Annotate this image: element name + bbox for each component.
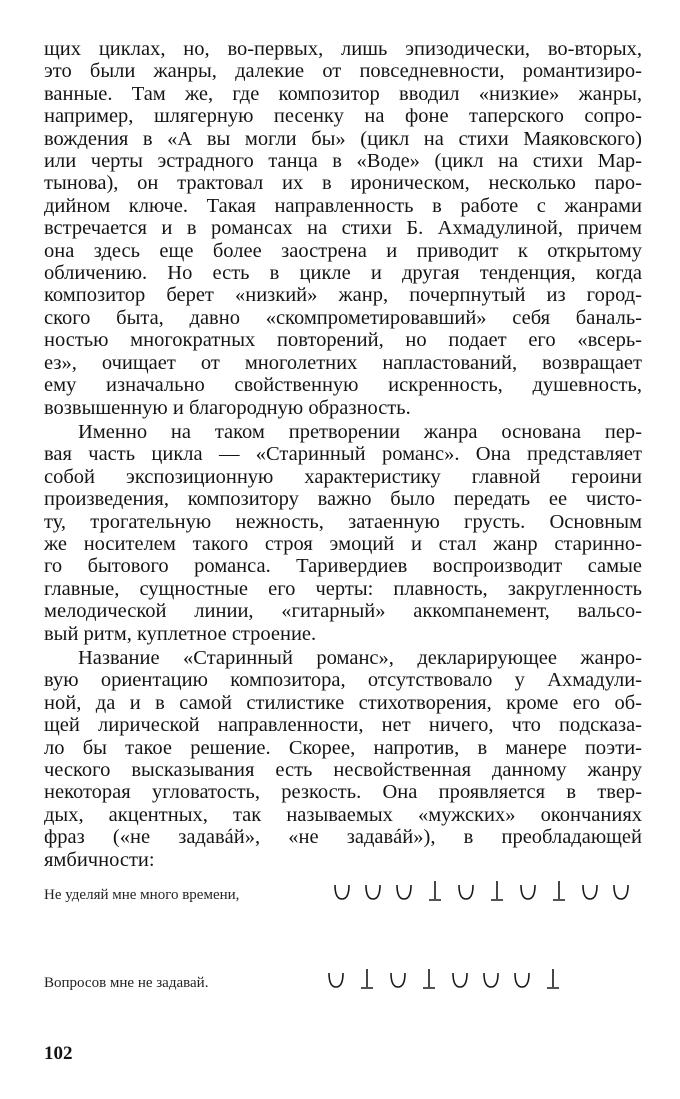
unstressed-syllable-mark: [329, 973, 343, 987]
text-line: ванные. Там же, где композитор вводил «низкие» жанры,: [44, 82, 642, 105]
unstressed-syllable-mark: [335, 885, 349, 899]
text-line: вый ритм, куплетное строение.: [44, 622, 317, 645]
text-line: щей лирической направленности, нет ничего, что подсказа-: [44, 714, 642, 737]
paragraph-1: [44, 38, 642, 419]
text-line: дых, акцентных, так называемых «мужских» окончаниях: [44, 803, 642, 826]
unstressed-syllable-mark: [366, 885, 380, 899]
text-line: ностью многократных повторений, но подает его «всерь-: [44, 329, 642, 352]
text-line: или черты эстрадного танца в «Воде» (цикл на стихи Мар-: [44, 150, 642, 173]
text-line: мелодической линии, «гитарный» аккомпанемент, вальсо-: [44, 600, 642, 623]
paragraph-2: [44, 421, 642, 645]
text-line: ческого высказывания есть несвойственная данному жанру: [44, 759, 642, 781]
text-line: вождения в «А вы могли бы» (цикл на стихи Маяковского): [44, 127, 642, 150]
text-line: ной, да и в самой стилистике стихотворения, кроме его об-: [44, 691, 642, 714]
meter-scheme: [324, 961, 584, 997]
unstressed-syllable-mark: [521, 885, 535, 899]
verse-text: Не уделяй мне много времени,: [44, 887, 240, 903]
text-line: собой экспозиционную характеристику главной героини: [44, 465, 642, 488]
text-line: это были жанры, далекие от повседневности, романтизиро-: [44, 60, 642, 83]
text-line: Название «Старинный романс», декларирующее жанро-: [78, 646, 642, 669]
page-number: 102: [44, 1043, 73, 1064]
unstressed-syllable-mark: [459, 885, 473, 899]
text-line: ямбичности:: [44, 848, 155, 871]
text-line: ского быта, давно «скомпрометировавший» себя баналь-: [44, 306, 642, 329]
text-line: обличению. Но есть в цикле и другая тенденция, когда: [44, 262, 642, 285]
unstressed-syllable-mark: [614, 885, 628, 899]
text-line: встречается и в романсах на стихи Б. Ахмадулиной, причем: [44, 217, 642, 240]
text-line: вая часть цикла — «Старинный романс». Она представляет: [44, 443, 642, 466]
unstressed-syllable-mark: [453, 973, 467, 987]
stressed-syllable-mark: [423, 969, 435, 988]
page-body: [44, 38, 642, 871]
paragraph-3: [44, 647, 642, 871]
stressed-syllable-mark: [429, 881, 441, 900]
text-line: щих циклах, но, во-первых, лишь эпизодически, во-вторых,: [44, 38, 642, 60]
text-line: ез», очищает от многолетних напластований, возвращает: [44, 351, 642, 374]
unstressed-syllable-mark: [397, 885, 411, 899]
text-line: дийном ключе. Такая направленность в работе с жанрами: [44, 194, 642, 217]
text-line: композитор берет «низкий» жанр, почерпнутый из город-: [44, 284, 642, 307]
text-line: главные, сущностные его черты: плавность, закругленность: [44, 577, 642, 600]
stressed-syllable-mark: [491, 881, 503, 900]
text-line: ему изначально свойственную искренность, душевность,: [44, 374, 642, 397]
text-line: возвышенную и благородную образность.: [44, 396, 411, 419]
unstressed-syllable-mark: [515, 973, 529, 987]
verse-text: Вопросов мне не задавай.: [44, 975, 209, 991]
text-line: ту, трогательную нежность, затаенную грусть. Основным: [44, 510, 642, 533]
unstressed-syllable-mark: [583, 885, 597, 899]
text-line: произведения, композитору важно было передать ее чисто-: [44, 488, 642, 511]
text-line: например, шлягерную песенку на фоне таперского сопро-: [44, 105, 642, 128]
text-line: тынова), он трактовал их в ироническом, несколько паро-: [44, 172, 642, 195]
unstressed-syllable-mark: [484, 973, 498, 987]
stressed-syllable-mark: [553, 881, 565, 900]
text-line: го бытового романса. Таривердиев воспроизводит самые: [44, 555, 642, 578]
unstressed-syllable-mark: [391, 973, 405, 987]
meter-scheme: [330, 873, 650, 909]
stressed-syllable-mark: [361, 969, 373, 988]
stressed-syllable-mark: [547, 969, 559, 988]
text-line: же носителем такого строя эмоций и стал жанр старинно-: [44, 532, 642, 555]
text-line: ло бы такое решение. Скорее, напротив, в манере поэти-: [44, 736, 642, 759]
text-line: вую ориентацию композитора, отсутствовало у Ахмадули-: [44, 669, 642, 692]
text-line: некоторая угловатость, резкость. Она проявляется в твер-: [44, 781, 642, 804]
text-line: Именно на таком претворении жанра основана пер-: [78, 420, 642, 443]
text-line: фраз («не задавáй», «не задавáй»), в преобладающей: [44, 826, 642, 849]
text-line: она здесь еще более заострена и приводит к открытому: [44, 239, 642, 262]
